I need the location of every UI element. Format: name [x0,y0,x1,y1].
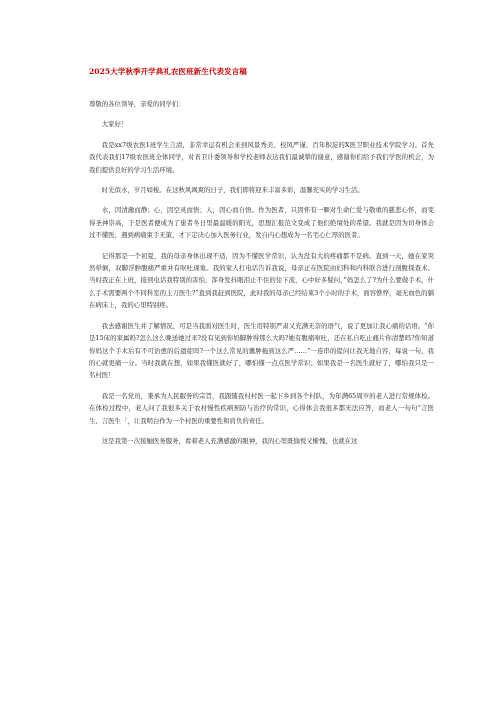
paragraph: 我是一名党员，秉承为人民服务的宗旨，我跟随我村村医一起下乡到各个村队，为年满65周岁的老人进行常规体检。在体检过程中，老人问了我很多关于农村慢性疾病预防与治疗的常识，心得体会我很多都无法应答，而老人一句句“言医生、言医生「，让我明白作为一个村医的重要性和肩负的责任。 [89,391,434,425]
document-title: 2025大学秋季开学典礼农医班新生代表发言稿 [89,67,247,76]
paragraph: 我去感谢医生并了解情况，可是当我面对医生时，医生用特别严肃又充满无奈的语气，说了更加让我心痛的话语。“你是15床的家属吗?怎么这么晚送她过来?没有见到你妈脚肿得那么大吗?她有腹痛呕吐，还在私自吃止痛片你清楚吗?你知道你妈这个手术后有不可治愈的后遗症吗?一个这么常见的囊肿拖到这么严……”一连串的提问让我无地自容，每说一句，我的心就更痛一分。当时我就在想，如果我懂医就好了，哪怕懂一点点医学常识；如果我是一名医生就好了，哪怕我只是一名村医！ [89,321,434,380]
paragraph: 记得那是一个初夏，我的母亲身体出现不适，因为不懂医学常识，认为没有大的疼痛都不是病。直到一天，她在家突然晕倒，双脚浮肿腹痛严重并有呕吐现象。我的家人打电话告诉我说，母亲正在医院由妇科和内科联合进行剖腹探查术。当时我正在上班，接到电话我特别的害怕，浑身发抖眼泪止不住的往下流，心中好多疑问，”妈怎么了?为什么要做手术，什么手术需要两个不同科室的主刀医生?”直到我赶到医院，此时我的母亲已经结束3个小时的手术，面容憔悴，毫无血色的躺在病床上，我的心里特别疼。 [89,251,434,310]
paragraph: 这是我第一次接触医务服务，看着老人充满感激的眼神，我的心里既愉悦又惭愧，也就在这 [101,436,358,445]
salutation: 尊敬的各位领导，亲爱的同学们： [89,100,185,108]
paragraph: 我是xx7级农医1班学生言清，非常幸运有机会来到风景秀美、校风严谨、百年积淀的X医卫职业技术学院学习。首先我代表我们17级农医班全体同学，对省卫计委领导和学校老师表达我们最诚挚的谢意，感谢你们给予我们学医的机会，为我们提供良好的学习生活环境。 [89,140,434,174]
greeting: 大家好！ [101,120,128,129]
document-body [89,67,434,455]
paragraph: 时光似水，岁月如梭。在这秋风飒爽的日子，我们即将迎来丰富多彩，温馨充实的学习生活。 [101,186,364,195]
paragraph: 水，因清澈而静；心，因空灵而悟；人，因心而自悟。作为医者，只因怀有一颗对生命仁爱与敬重的慈悲心怀，而变得圣神崇高，于是医者便成为了患者冬日里最温暖的阳光，思想汇报范文变成了他们绝境处的希望。我就是因为切身体会过不懂医、遇到病痛束手无策，才下定决心加入医务行业，发自内心想成为一名宅心仁厚的医者。 [89,206,434,240]
